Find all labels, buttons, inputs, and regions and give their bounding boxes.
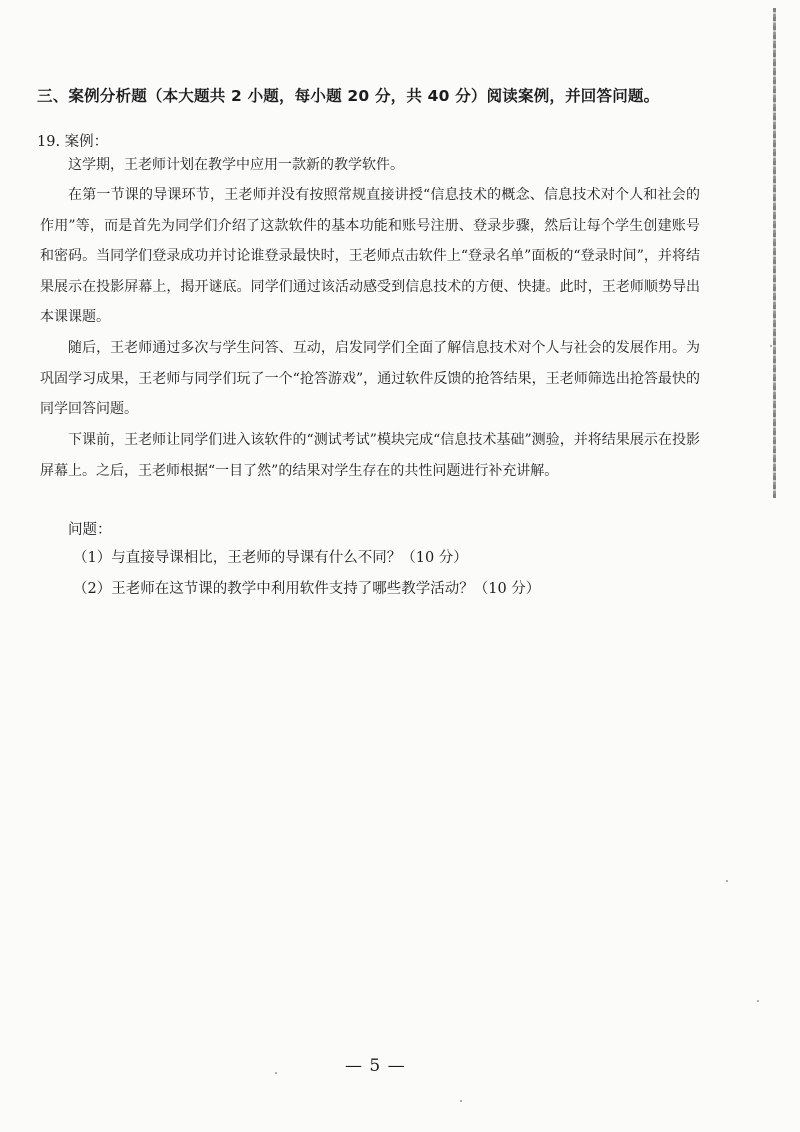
case-paragraph-3: 随后，王老师通过多次与学生问答、互动，启发同学们全面了解信息技术对个人与社会的发展作用。为巩固学习成果，王老师与同学们玩了一个“抢答游戏”，通过软件反馈的抢答结果，王老师筛选出抢答最快的同学回答问题。 <box>40 340 700 417</box>
sub-question-1: （1）与直接导课相比，王老师的导课有什么不同？（10 分） <box>73 550 468 566</box>
case-paragraph-4: 下课前，王老师让同学们进入该软件的“测试考试”模块完成“信息技术基础”测验，并将结果展示在投影屏幕上。之后，王老师根据“一目了然”的结果对学生存在的共性问题进行补充讲解。 <box>40 432 700 479</box>
case-paragraph-2: 在第一节课的导课环节，王老师并没有按照常规直接讲授“信息技术的概念、信息技术对个人和社会的作用”等，而是首先为同学们介绍了这款软件的基本功能和账号注册、登录步骤，然后让每个学生创建账号和密码。当同学们登录成功并讨论谁登录最快时，王老师点击软件上“登录名单”面板的“登录时间”，并将结果展示在投影屏幕上，揭开谜底。同学们通过该活动感受到信息技术的方便、快捷。此时，王老师顺势导出本课课题。 <box>40 187 700 325</box>
scan-speck <box>770 345 772 347</box>
page-number: — 5 — <box>345 1056 406 1076</box>
question-label: 19. 案例： <box>37 134 109 150</box>
scan-speck <box>726 880 728 882</box>
scan-edge-marks <box>773 8 776 498</box>
sub-question-2: （2）王老师在这节课的教学中利用软件支持了哪些教学活动？（10 分） <box>73 581 541 597</box>
case-paragraph-1: 这学期，王老师计划在教学中应用一款新的教学软件。 <box>68 157 404 173</box>
scan-speck <box>460 1100 462 1102</box>
section-title: 三、案例分析题（本大题共 2 小题，每小题 20 分，共 40 分）阅读案例，并回答问题。 <box>37 87 660 105</box>
questions-label: 问题： <box>68 522 112 538</box>
scan-speck <box>275 1072 277 1074</box>
scan-speck <box>757 1000 759 1002</box>
